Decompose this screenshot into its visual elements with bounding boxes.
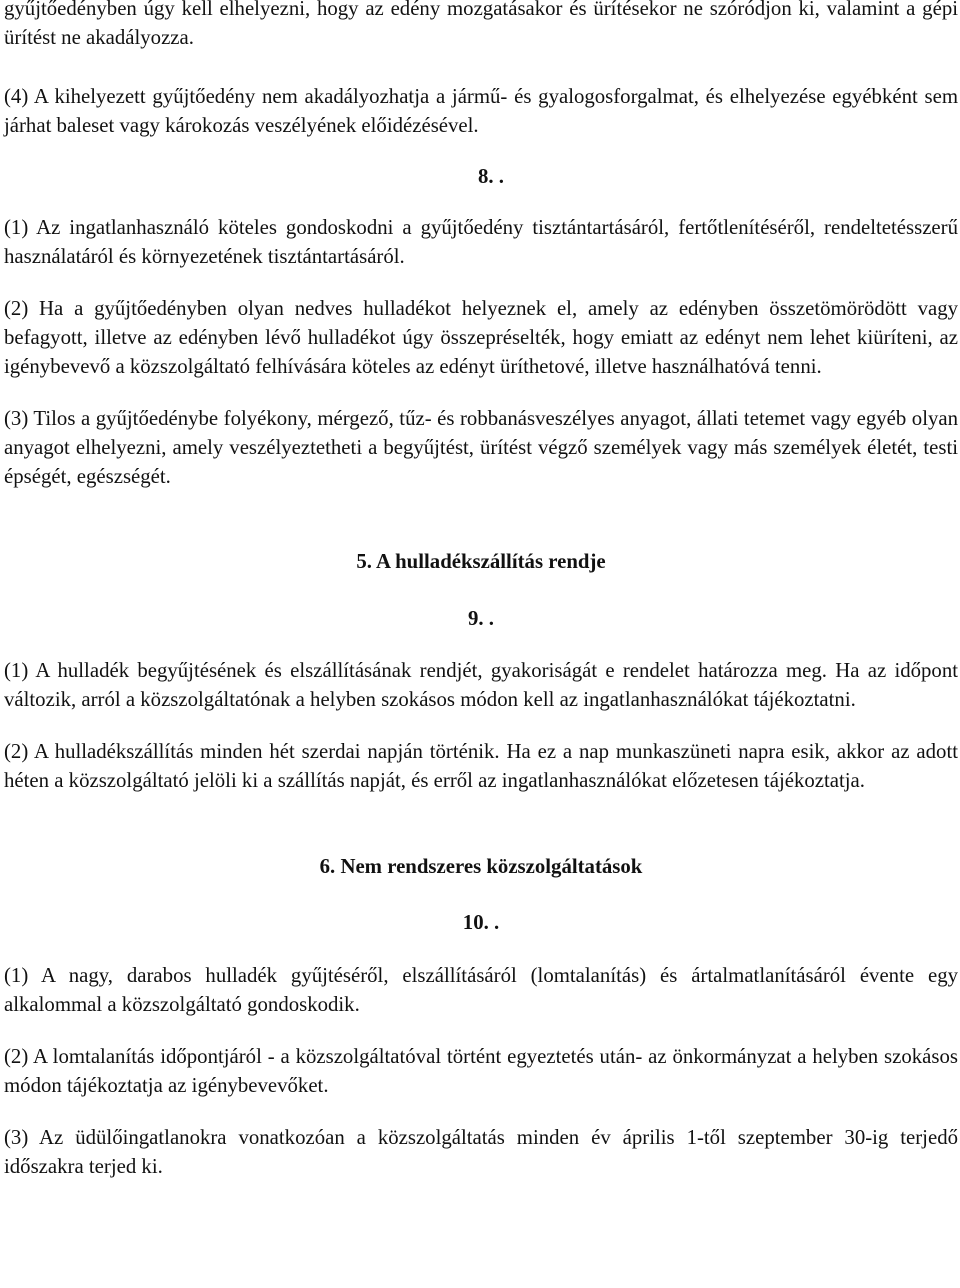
article-8-paragraph-2: (2) Ha a gyűjtőedényben olyan nedves hulladékot helyeznek el, amely az edényben összetömörödött vagy befagyott, illetve az edényben lévő hulladékot úgy összepréselték, hogy emiatt az edényt nem lehet kiüríteni, az igénybevevő a közszolgáltató felhívására köteles az edényt üríthetové, illetve használhatóvá tenni. bbox=[4, 297, 958, 378]
document-page bbox=[4, 0, 958, 1181]
paragraph-top-fragment: gyűjtőedényben úgy kell elhelyezni, hogy az edény mozgatásakor és ürítésekor ne szóródjon ki, valamint a gépi ürítést ne akadályozza. bbox=[4, 0, 958, 49]
article-8 bbox=[4, 162, 958, 491]
section-5 bbox=[4, 547, 958, 795]
section-6 bbox=[4, 852, 958, 1181]
article-10-number: 10. . bbox=[462, 911, 500, 934]
section-6-heading: 6. Nem rendszeres közszolgáltatások bbox=[319, 855, 643, 878]
article-10-paragraph-2: (2) A lomtalanítás időpontjáról - a közszolgáltatóval történt egyeztetés után- az önkormányzat a helyben szokásos módon tájékoztatja az igénybevevőket. bbox=[4, 1045, 958, 1097]
article-9-paragraph-2: (2) A hulladékszállítás minden hét szerdai napján történik. Ha ez a nap munkaszüneti napra esik, akkor az adott héten a közszolgáltató jelöli ki a szállítás napját, és erről az ingatlanhasználókat előzetesen tájékoztatja. bbox=[4, 740, 958, 792]
article-10-paragraph-1: (1) A nagy, darabos hulladék gyűjtéséről, elszállításáról (lomtalanítás) és ártalmatlanításáról évente egy alkalommal a közszolgáltató gondoskodik. bbox=[4, 964, 958, 1016]
article-8-number: 8. . bbox=[478, 165, 504, 188]
article-7-paragraph-4: (4) A kihelyezett gyűjtőedény nem akadályozhatja a jármű- és gyalogosforgalmat, és elhelyezése egyébként sem járhat baleset vagy károkozás veszélyének előidézésével. bbox=[4, 85, 958, 137]
article-10-paragraph-3: (3) Az üdülőingatlanokra vonatkozóan a közszolgáltatás minden év április 1-től szeptember 30-ig terjedő időszakra terjed ki. bbox=[4, 1126, 958, 1178]
section-5-heading: 5. A hulladékszállítás rendje bbox=[356, 550, 606, 573]
article-8-paragraph-1: (1) Az ingatlanhasználó köteles gondoskodni a gyűjtőedény tisztántartásáról, fertőtlenítéséről, rendeltetésszerű használatáról és környezetének tisztántartásáról. bbox=[4, 216, 958, 268]
article-9-number: 9. . bbox=[468, 607, 494, 630]
article-8-paragraph-3: (3) Tilos a gyűjtőedénybe folyékony, mérgező, tűz- és robbanásveszélyes anyagot, állati tetemet vagy egyéb olyan anyagot elhelyezni, amely veszélyeztetheti a begyűjtést, ürítést végző személyek vagy más személyek életét, testi épségét, egészségét. bbox=[4, 407, 958, 488]
article-9-paragraph-1: (1) A hulladék begyűjtésének és elszállításának rendjét, gyakoriságát e rendelet határozza meg. Ha az időpont változik, arról a közszolgáltatónak a helyben szokásos módon kell az ingatlanhasználókat tájékoztatni. bbox=[4, 659, 958, 711]
